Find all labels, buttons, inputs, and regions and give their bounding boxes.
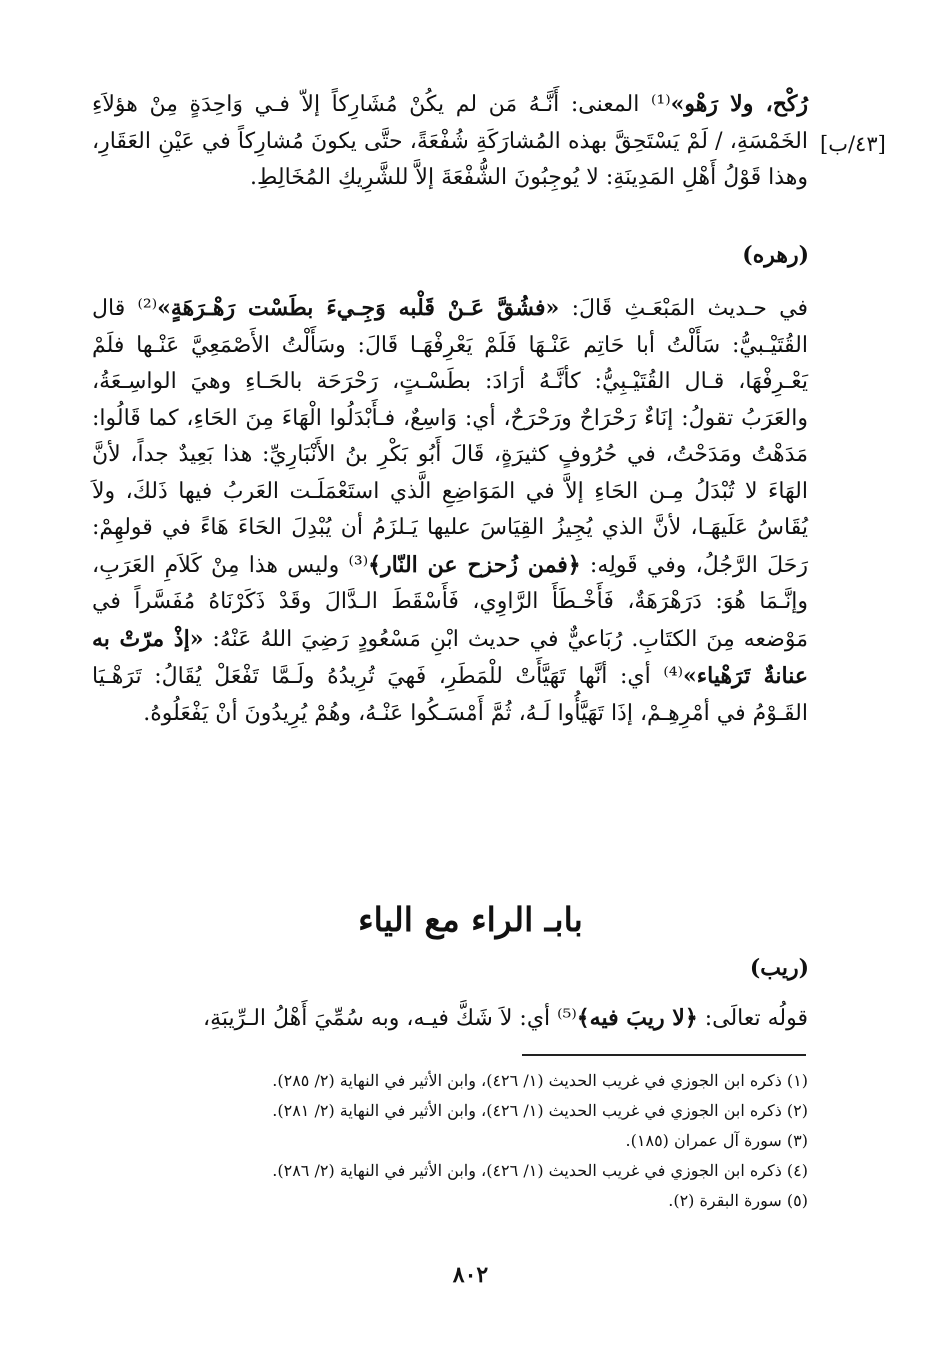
paragraph-2-text-1: ⁽²⁾ قال القُتَيْـبيُّ: سَأَلْتُ أبا حَاتِم عَنْـهَا فَلَمْ يَعْرِفْهَـا قَالَ: وسَأَلْتُ الأَصْمَعِيَّ عَنْـها فلَمْ يَعْـرِفْهَا، قـال القُتَيْـبِيُّ: كأنَّـهُ أرَادَ: بطَسْـتٍ، رَحْرَحَة بالحَـاءِ وهيَ الواسِـعَةُ، والعَرَبُ تقولُ: إنَاءٌ رَحْرَاحٌ ورَحْرَحٌ، أي: وَاسِعٌ، فـأَبْدَلُوا الْهَاءَ مِنَ الحَاءِ، كما قَالُوا: مَدَهْتُ ومَدَحْتُ، في حُرُوفٍ كثيرَةٍ، قَالَ أَبُو بَكْرِ بنُ الأَنْبَارِيِّ: هذا بَعِيدٌ جداً، لأنَّ الهَاءَ لا تُبْدَلُ مِـن الحَاءِ إلاَّ في المَوَاضِعِ الَّذي استَعْمَلَـت العَربُ فيها ذَلكَ، ولاَ يُقَاسُ عَلَيهَـا، لأنَّ الذي يُجِيزُ القِيَاسَ عليها يَـلزَمُ أن يُبْدِلَ الحَاءَ هَاءً في قولهِمْ: رَحَلَ الرَّجُلُ، وفي قَولِه: <box>92 296 808 578</box>
paragraph-3 <box>92 1000 808 1038</box>
paragraph-3-text: ⁽⁵⁾ أي: لاَ شَكَّ فيـه، وبه سُمِّيَ أَهْلُ الـرِّيبَةِ، <box>202 1006 577 1031</box>
paragraph-2-text-2: ⁽³⁾ وليس هذا مِنْ كَلاَمِ العَرَبِ، وإنَّـمَا هُوَ: دَرَهْرَهَةٌ، فَأَخْـطَأَ الرَّاوِي، فَأَسْقَطَ الـدَّالَ وقَدْ ذَكَرْنَاهُ مُفَسَّراً في مَوْضعه مِنَ الكتَابِ. رُبَاعيٌّ في حديث ابْنِ مَسْعُودٍ رَضِيَ اللهُ عَنْهُ: <box>92 552 808 652</box>
chapter-title: بابـ الراء مع الياء <box>358 900 583 939</box>
paragraph-2-intro: في حـديث المَبْعَـثِ قَالَ: <box>559 296 808 321</box>
margin-folio-note: [٤٣/ب] <box>820 132 886 156</box>
hadith-quote-2: «إذْ مرّتْ به عنانةٌ تَرَهْياء» <box>92 625 808 689</box>
subheading-rayb: (ريب) <box>749 955 809 981</box>
paragraph-3-intro: قولُه تعالَى: <box>697 1006 808 1031</box>
hadith-quote-1: «فشُقَّ عَـنْ قَلْبه وَجِـيءَ بطَسْت رَهْـرَهَةٍ» <box>157 295 560 321</box>
paragraph-1-lead: رُكْح، ولا رَهْو» <box>670 91 808 117</box>
quran-verse-2: ﴿لا ريبَ فيه﴾ <box>576 1005 698 1031</box>
page-number: ٨٠٢ <box>452 1262 489 1288</box>
paragraph-2-text-3: ⁽⁴⁾ أي: أنَّها تَهَيَّأَتْ للْمَطَرِ، فَهيَ تُرِيدُهُ ولَـمَّا تَفْعَلْ يُقَالُ: تَرَهْـيَا القَـوْمُ في أمْرِهِـمْ، إذَا تَهَيَّأُوا لَـهُ، ثُمَّ أَمْسَـكُوا عَنْـهُ، وهُمْ يُرِيدُونَ أنْ يَفْعَلُوهُ. <box>92 664 808 726</box>
subheading-rahrah: (رهره) <box>742 242 809 268</box>
paragraph-2 <box>92 290 808 732</box>
quran-verse-1: ﴿فمن زُحزح عن النّار﴾ <box>368 551 581 578</box>
footnotes <box>92 1066 808 1216</box>
paragraph-1 <box>92 86 808 197</box>
paragraph-1-text: ⁽¹⁾ المعنى: أَنَّـهُ مَن لم يكُنْ مُشَارِكاً إلاّ فـي وَاحِدَةٍ مِنْ هؤلاَءِ الخَمْسَةِ، / لَمْ يَسْتَحِقَّ بهذه المُشارَكَةِ شُفْعَةً، حتَّى يكونَ مُشارِكاً في عَيْنِ العَقَارِ، وهذا قَوْلُ أَهْلِ المَدِينَةِ: لا يُوجِبُونَ الشُّفْعَةَ إلاَّ للشَّرِيكِ المُخَالِطِ. <box>92 92 808 190</box>
footnote-divider <box>522 1054 806 1056</box>
footnote-5: (٥) سورة البقرة (٢). <box>668 1191 808 1210</box>
footnote-4: (٤) ذكره ابن الجوزي في غريب الحديث (١/ ٤٢٦)، وابن الأثير في النهاية (٢/ ٢٨٦). <box>272 1161 808 1180</box>
footnote-2: (٢) ذكره ابن الجوزي في غريب الحديث (١/ ٤٢٦)، وابن الأثير في النهاية (٢/ ٢٨١). <box>272 1101 808 1120</box>
footnote-1: (١) ذكره ابن الجوزي في غريب الحديث (١/ ٤٢٦)، وابن الأثير في النهاية (٢/ ٢٨٥). <box>272 1071 808 1090</box>
footnote-3: (٣) سورة آل عمران (١٨٥). <box>625 1131 808 1150</box>
